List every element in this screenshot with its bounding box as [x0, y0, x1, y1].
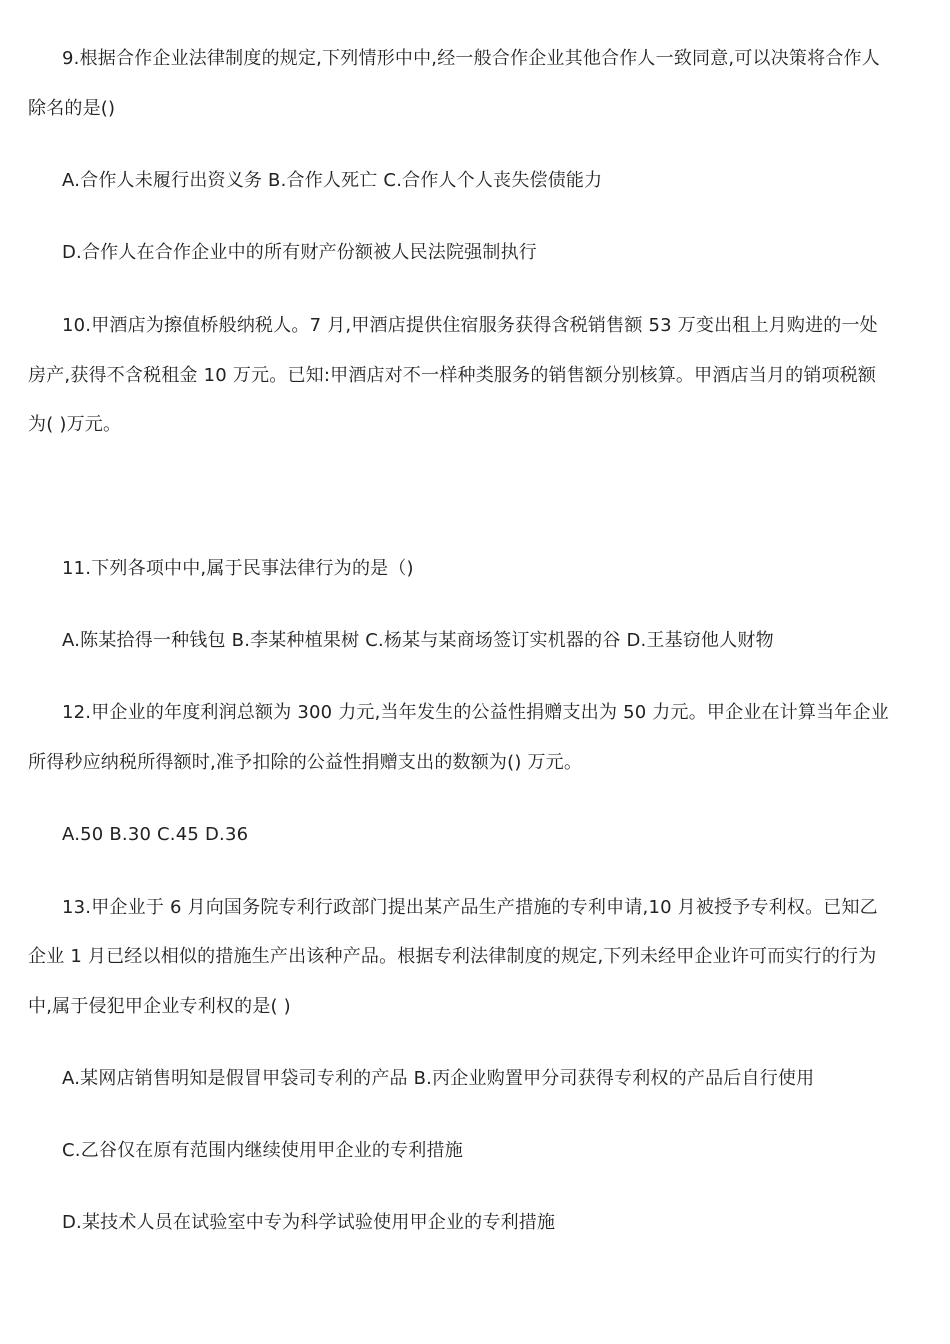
question-12-stem-line-2: 所得秒应纳税所得额时,准予扣除的公益性捐赠支出的数额为() 万元。 [28, 752, 583, 773]
question-9-options-line-1: A.合作人未履行出资义务 B.合作人死亡 C.合作人个人丧失偿债能力 [62, 170, 603, 191]
question-9-stem-line-2: 除名的是() [28, 98, 116, 119]
question-10-stem-line-1: 10.甲酒店为擦值桥般纳税人。7 月,甲酒店提供住宿服务获得含税销售额 53 万变出租上月购进的一处 [62, 315, 878, 336]
question-13-options-line-2: C.乙谷仅在原有范围内继续使用甲企业的专利措施 [62, 1140, 463, 1161]
question-13-stem-line-3: 中,属于侵犯甲企业专利权的是( ) [28, 996, 291, 1017]
question-13-options-line-3: D.某技术人员在试验室中专为科学试验使用甲企业的专利措施 [62, 1212, 556, 1233]
question-9-options-line-2: D.合作人在合作企业中的所有财产份额被人民法院强制执行 [62, 242, 537, 263]
question-10-stem-line-3: 为( )万元。 [28, 414, 122, 435]
question-13-options-line-1: A.某网店销售明知是假冒甲袋司专利的产品 B.丙企业购置甲分司获得专利权的产品后自行使用 [62, 1068, 815, 1089]
question-11-options-line-1: A.陈某拾得一种钱包 B.李某种植果树 C.杨某与某商场签订实机器的谷 D.王基窃他人财物 [62, 630, 774, 651]
question-10-stem-line-2: 房产,获得不含税租金 10 万元。已知:甲酒店对不一样种类服务的销售额分别核算。甲酒店当月的销项税额 [28, 365, 877, 386]
question-13-stem-line-1: 13.甲企业于 6 月向国务院专利行政部门提出某产品生产措施的专利申请,10 月被授予专利权。已知乙 [62, 897, 878, 918]
question-12-options-line-1: A.50 B.30 C.45 D.36 [62, 824, 249, 845]
question-11-stem-line-1: 11.下列各项中中,属于民事法律行为的是（) [62, 558, 414, 579]
question-13-stem-line-2: 企业 1 月已经以相似的措施生产出该种产品。根据专利法律制度的规定,下列未经甲企业许可而实行的行为 [28, 946, 877, 967]
question-9-stem-line-1: 9.根据合作企业法律制度的规定,下列情形中中,经一般合作企业其他合作人一致同意,可以决策将合作人 [62, 48, 880, 69]
question-12-stem-line-1: 12.甲企业的年度利润总额为 300 力元,当年发生的公益性捐赠支出为 50 力元。甲企业在计算当年企业 [62, 702, 889, 723]
